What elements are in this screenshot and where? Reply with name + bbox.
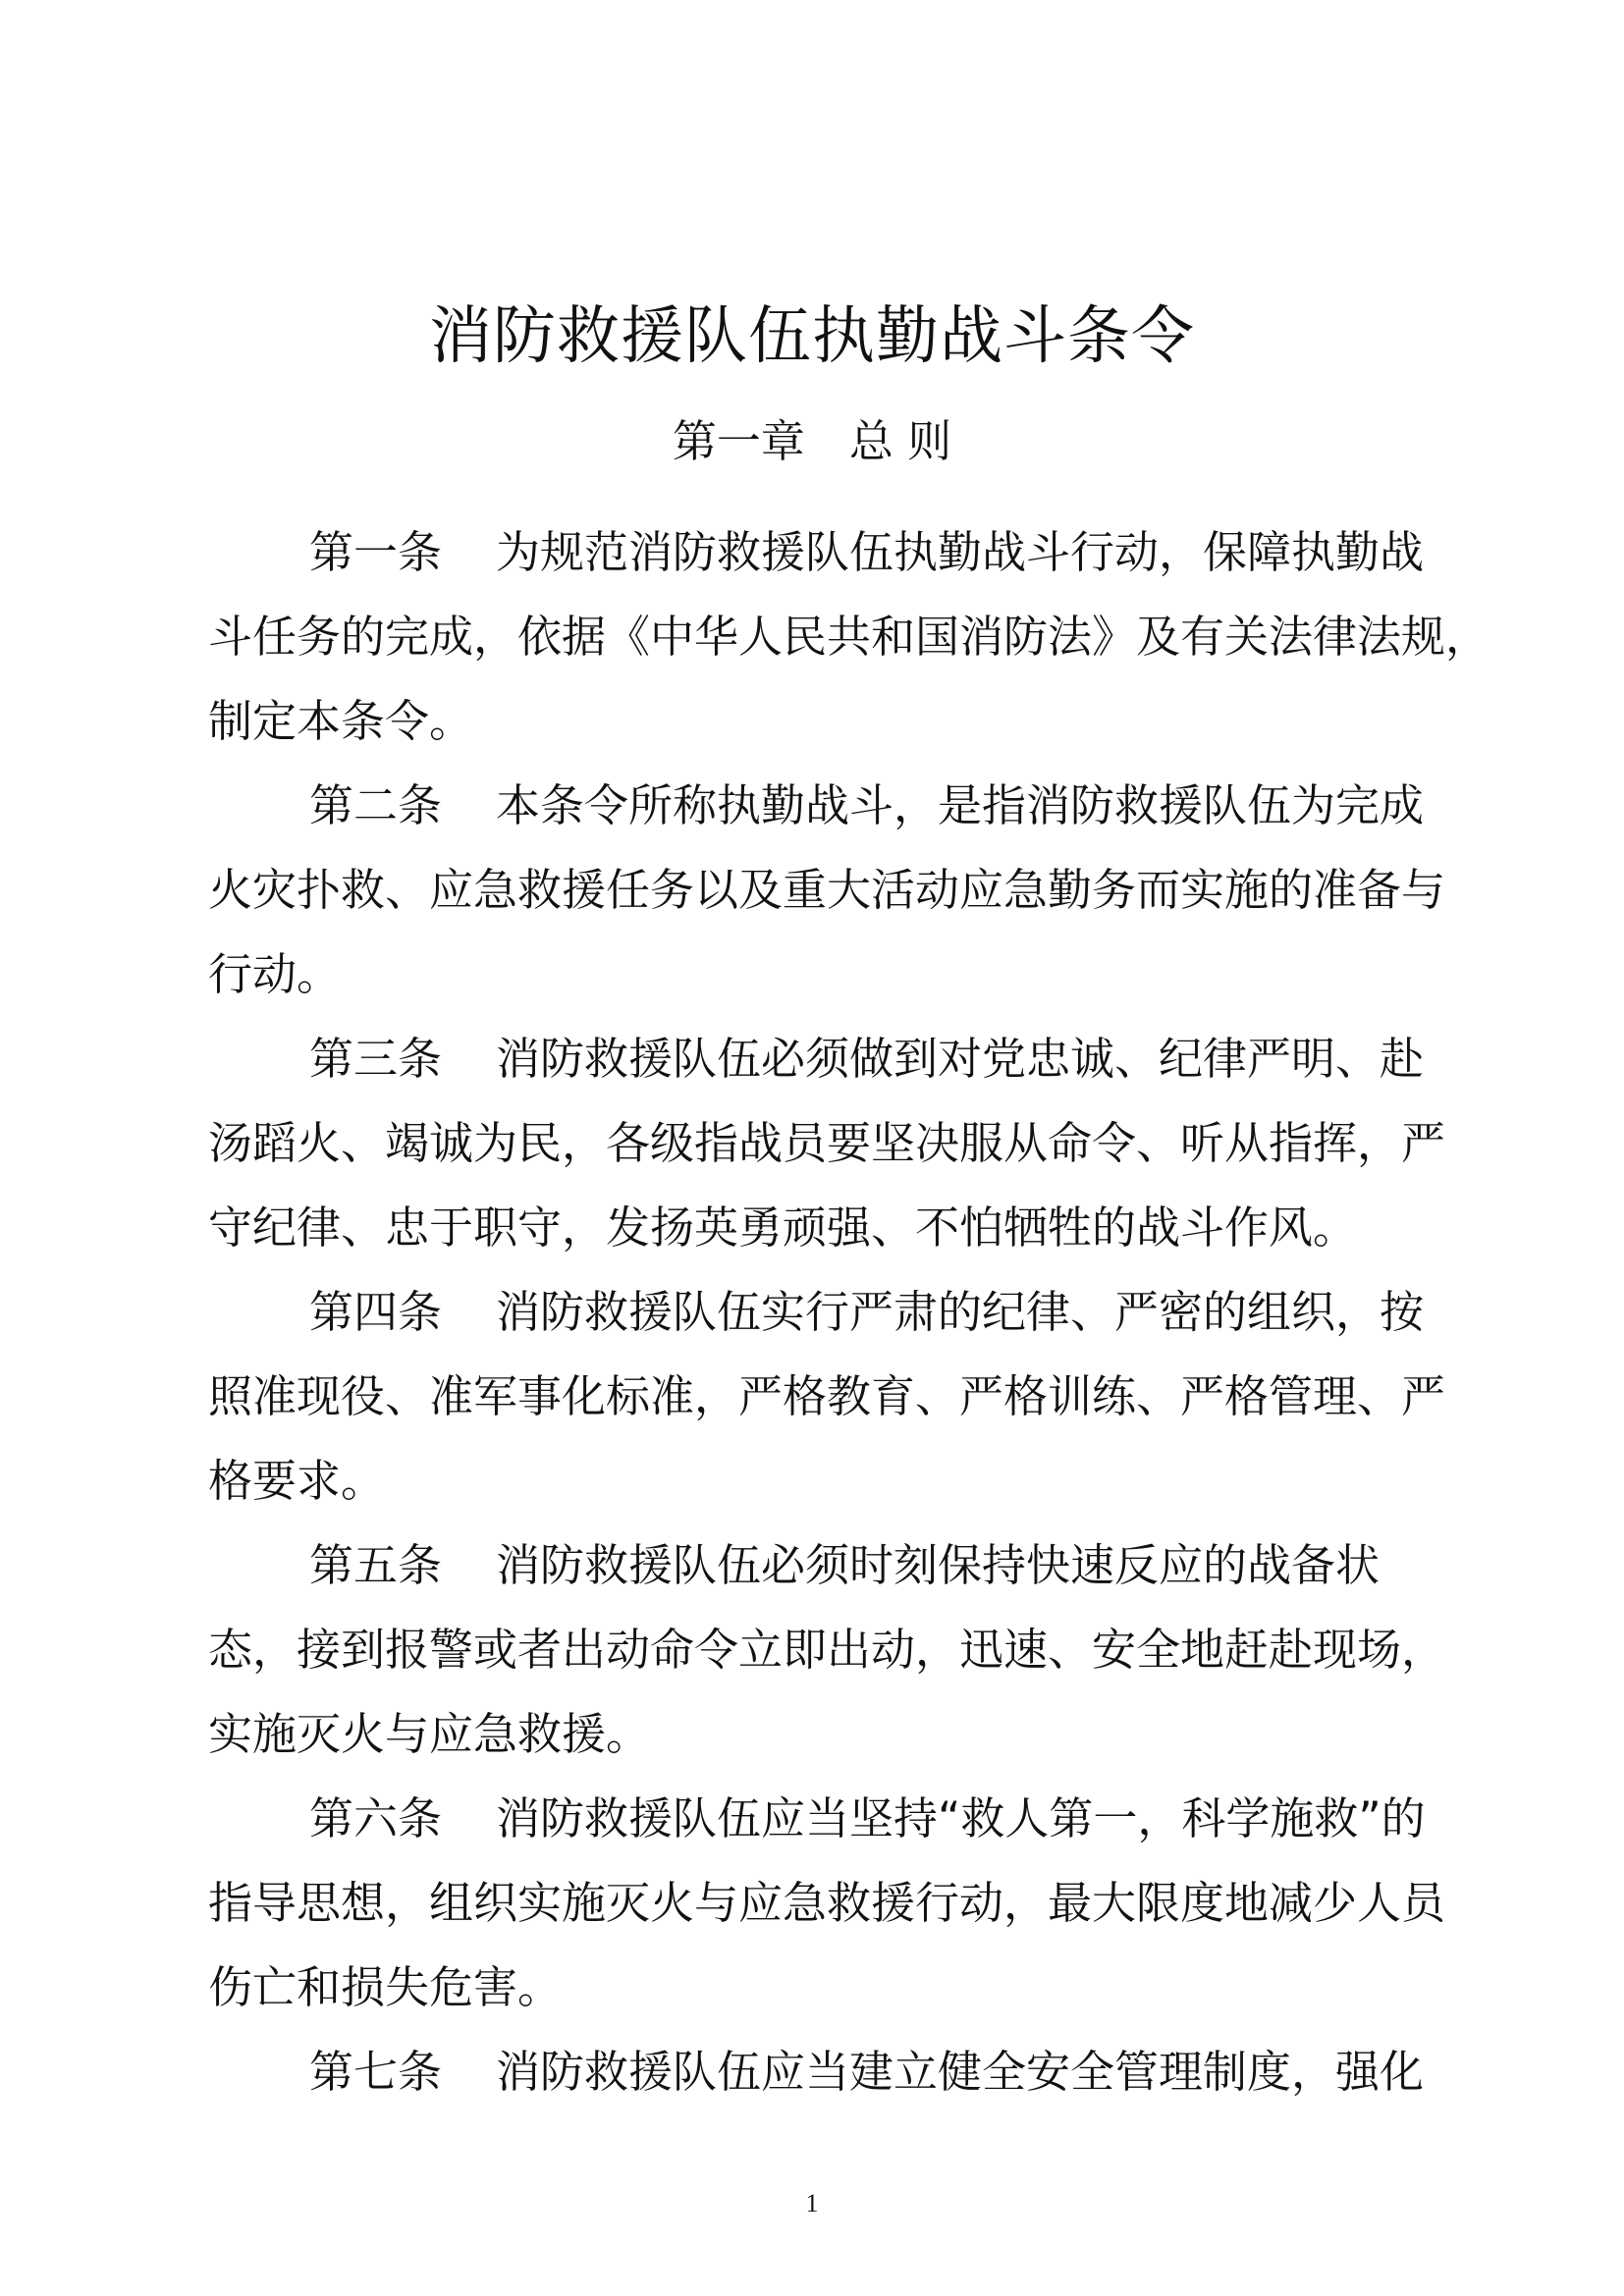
article-4-line-1: [309, 1270, 1424, 1355]
article-6-label: 第六条: [309, 1792, 443, 1844]
article-4-text-line-1: 消防救援队伍实行严肃的纪律、严密的组织，按: [496, 1286, 1425, 1338]
article-7-line-1: [309, 2030, 1424, 2114]
article-3-label: 第三条: [309, 1033, 443, 1085]
chapter-heading: 第一章 总 则: [672, 415, 952, 467]
article-6-line-1: [309, 1777, 1426, 1861]
article-6-text-line-1: 消防救援队伍应当坚持“救人第一，科学施救”的: [496, 1792, 1426, 1844]
article-1-line-1: [309, 510, 1424, 595]
article-1-line-3: 制定本条令。: [208, 695, 474, 747]
article-4-line-3: 格要求。: [208, 1455, 386, 1507]
article-3-line-2: 汤蹈火、竭诚为民，各级指战员要坚决服从命令、听从指挥，严: [208, 1117, 1446, 1169]
article-6-line-3: 伤亡和损失危害。: [208, 1961, 563, 2013]
article-4-label: 第四条: [309, 1286, 443, 1338]
article-2-line-1: [309, 764, 1424, 848]
article-7-label: 第七条: [309, 2046, 443, 2098]
article-2-text-line-1: 本条令所称执勤战斗，是指消防救援队伍为完成: [496, 779, 1425, 831]
article-3-text-line-1: 消防救援队伍必须做到对党忠诚、纪律严明、赴: [496, 1033, 1425, 1085]
article-2-line-3: 行动。: [208, 948, 342, 1000]
article-7-text-line-1: 消防救援队伍应当建立健全安全管理制度，强化: [496, 2046, 1425, 2098]
article-4-line-2: 照准现役、准军事化标准，严格教育、严格训练、严格管理、严: [208, 1370, 1446, 1422]
article-6-line-2: 指导思想，组织实施灭火与应急救援行动，最大限度地减少人员: [208, 1877, 1446, 1929]
article-5-text-line-1: 消防救援队伍必须时刻保持快速反应的战备状: [496, 1539, 1380, 1591]
page-number: 1: [805, 2189, 819, 2217]
article-2-label: 第二条: [309, 779, 443, 831]
article-1-text-line-1: 为规范消防救援队伍执勤战斗行动，保障执勤战: [496, 526, 1425, 578]
document-title: 消防救援队伍执勤战斗条令: [429, 300, 1195, 373]
article-5-line-3: 实施灭火与应急救援。: [208, 1708, 651, 1760]
article-5-label: 第五条: [309, 1539, 443, 1591]
article-3-line-1: [309, 1017, 1424, 1101]
article-5-line-2: 态，接到报警或者出动命令立即出动，迅速、安全地赶赴现场，: [208, 1624, 1446, 1676]
article-1-label: 第一条: [309, 526, 443, 578]
article-2-line-2: 火灾扑救、应急救援任务以及重大活动应急勤务而实施的准备与: [208, 864, 1446, 916]
article-5-line-1: [309, 1523, 1380, 1608]
article-1-line-2: 斗任务的完成，依据《中华人民共和国消防法》及有关法律法规，: [208, 611, 1490, 663]
article-3-line-3: 守纪律、忠于职守，发扬英勇顽强、不怕牺牲的战斗作风。: [208, 1201, 1358, 1254]
